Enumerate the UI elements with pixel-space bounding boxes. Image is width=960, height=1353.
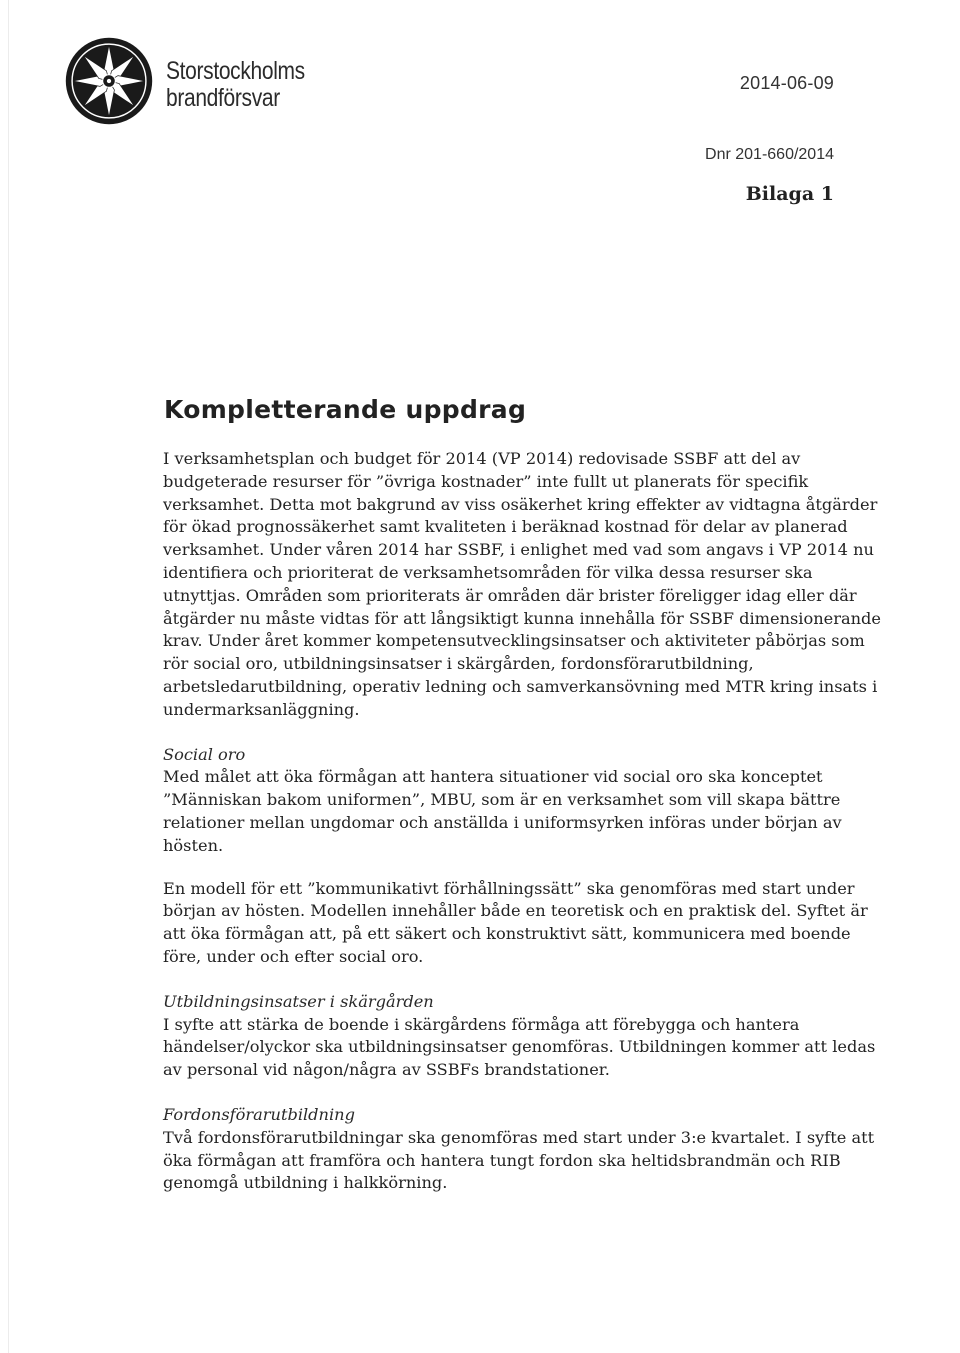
text-line: arbetsledarutbildning, operativ ledning och samverkansövning med MTR kring insats i: [163, 676, 878, 696]
text-line: I syfte att stärka de boende i skärgårdens förmåga att förebygga och hantera: [163, 1014, 800, 1034]
intro-paragraph: [163, 448, 881, 722]
text-line: ”Människan bakom uniformen”, MBU, som är en verksamhet som vill skapa bättre: [163, 790, 841, 810]
section-heading-utbildningsinsatser: Utbildningsinsatser i skärgården: [163, 991, 434, 1011]
text-line: genomgå utbildning i halkkörning.: [163, 1173, 448, 1193]
attachment-label: Bilaga 1: [745, 183, 834, 205]
text-line: början av hösten. Modellen innehåller både en teoretisk och en praktisk del. Syftet är: [163, 901, 868, 921]
organization-name: [166, 58, 305, 112]
text-line: utnyttjas. Områden som prioriterats är områden där brister föreligger idag eller där: [163, 585, 857, 605]
text-line: krav. Under året kommer kompetensutvecklingsinsatser och aktiviteter påbörjas som: [163, 631, 865, 651]
text-line: att öka förmågan att, på ett säkert och konstruktivt sätt, kommunicera med boende: [163, 924, 851, 944]
utbildningsinsatser-paragraph: [163, 1014, 876, 1082]
organization-name-line-1: Storstockholms: [166, 57, 305, 85]
document-date: 2014-06-09: [739, 73, 834, 93]
text-line: identifiera och prioriterat de verksamhetsområden för vilka dessa resurser ska: [163, 562, 813, 582]
section-heading-fordonsforarutbildning: Fordonsförarutbildning: [163, 1104, 355, 1124]
text-line: före, under och efter social oro.: [163, 946, 424, 966]
text-line: öka förmågan att framföra och hantera tungt fordon ska heltidsbrandmän och RIB: [163, 1150, 841, 1170]
social-oro-paragraph-1: [163, 766, 853, 857]
organization-name-line-2: brandförsvar: [166, 84, 280, 112]
text-line: av personal vid någon/några av SSBFs brandstationer.: [163, 1060, 610, 1080]
fordonsforarutbildning-paragraph: [163, 1127, 875, 1195]
text-line: händelser/olyckor ska utbildningsinsatser genomföras. Utbildningen kommer att ledas: [163, 1037, 876, 1057]
text-line: åtgärder nu måste vidtas för att långsiktigt kunna innehålla för SSBF dimensionerande: [163, 608, 881, 628]
text-line: relationer mellan ungdomar och anställda i uniformsyrken införas under början av: [163, 812, 842, 832]
text-line: för ökad prognossäkerhet samt kvaliteten i beräknad kostnad för delar av planerad: [163, 517, 848, 537]
text-line: verksamhet. Under våren 2014 har SSBF, i enlighet med vad som angavs i VP 2014 nu: [163, 540, 874, 560]
text-line: Två fordonsförarutbildningar ska genomföras med start under 3:e kvartalet. I syfte att: [163, 1127, 875, 1147]
social-oro-paragraph-2: [163, 878, 868, 969]
text-line: rör social oro, utbildningsinsatser i skärgården, fordonsförarutbildning,: [163, 654, 754, 674]
scan-edge: [8, 0, 9, 1353]
text-line: En modell för ett ”kommunikativt förhållningssätt” ska genomföras med start under: [163, 878, 855, 898]
section-heading-social-oro: Social oro: [163, 744, 246, 764]
text-line: undermarksanläggning.: [163, 699, 360, 719]
page-title: Kompletterande uppdrag: [164, 395, 527, 424]
text-line: I verksamhetsplan och budget för 2014 (VP 2014) redovisade SSBF att del av: [163, 449, 801, 468]
text-line: hösten.: [163, 835, 224, 855]
star-emblem-icon: [64, 36, 154, 126]
text-line: verksamhet. Detta mot bakgrund av viss osäkerhet kring effekter av vidtagna åtgärder: [163, 494, 878, 514]
text-line: Med målet att öka förmågan att hantera situationer vid social oro ska konceptet: [163, 767, 823, 787]
text-line: budgeterade resurser för ”övriga kostnader” inte fullt ut planerats för specifik: [163, 471, 809, 491]
document-registration-number: Dnr 201-660/2014: [705, 146, 834, 163]
document-body: [163, 448, 881, 1195]
